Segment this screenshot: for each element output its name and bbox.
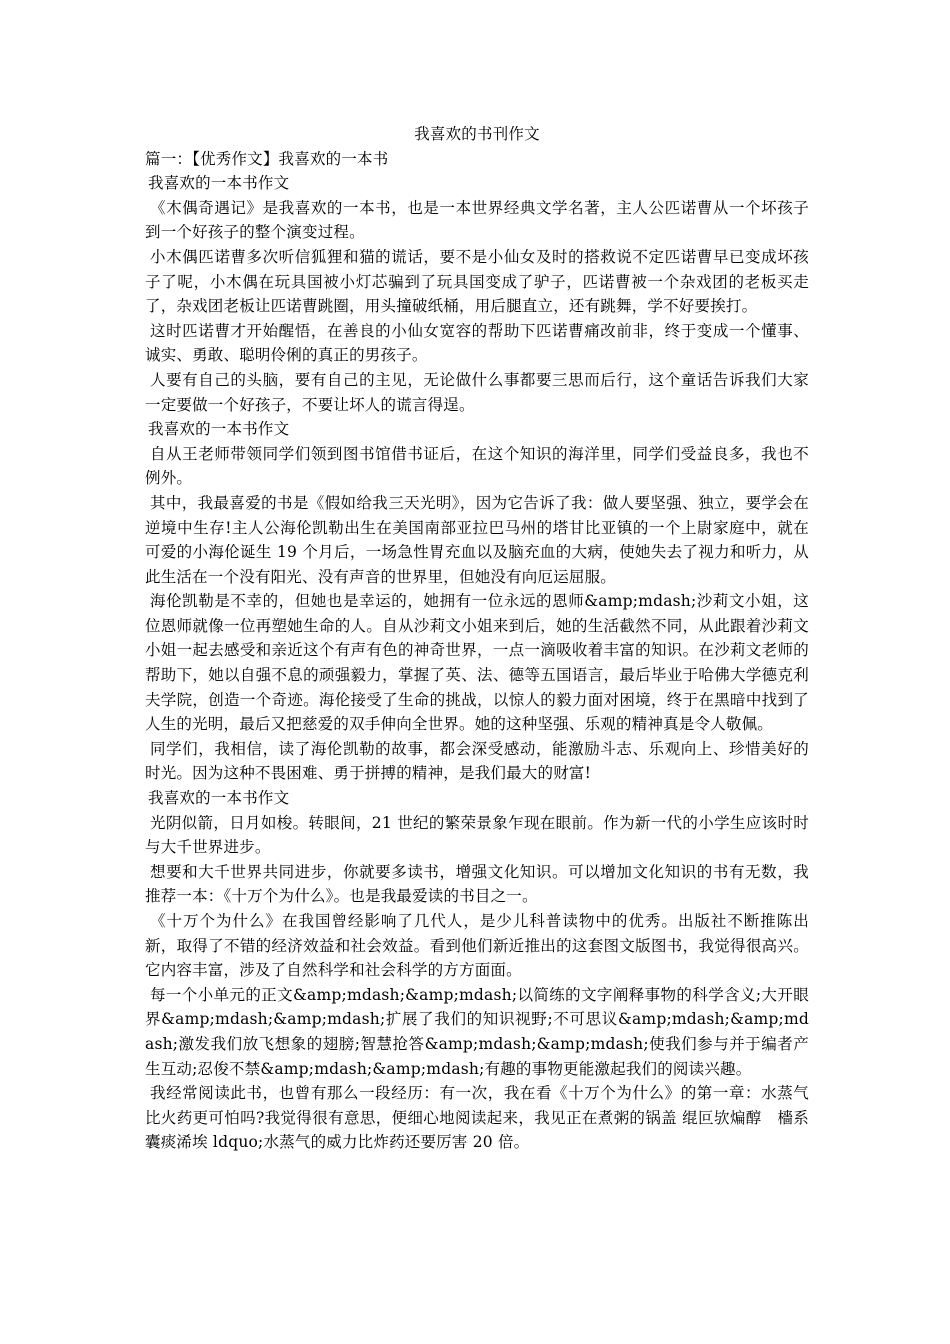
document-page bbox=[145, 122, 809, 1155]
paragraph: 《十万个为什么》在我国曾经影响了几代人，是少儿科普读物中的优秀。出版社不断推陈出新，取得了不错的经济效益和社会效益。看到他们新近推出的这套图文版图书，我觉得很高兴。它内容丰富，涉及了自然科学和社会科学的方方面面。 bbox=[145, 912, 809, 980]
paragraph: 小木偶匹诺曹多次听信狐狸和猫的谎话，要不是小仙女及时的搭救说不定匹诺曹早已变成坏孩子了呢，小木偶在玩具国被小灯芯骗到了玩具国变成了驴子，匹诺曹被一个杂戏团的老板买走了，杂戏团老板让匹诺曹跳圈，用头撞破纸桶，用后腿直立，还有跳舞，学不好要挨打。 bbox=[145, 247, 809, 316]
document-title: 我喜欢的书刊作文 bbox=[414, 125, 540, 143]
paragraph: 《木偶奇遇记》是我喜欢的一本书，也是一本世界经典文学名著，主人公匹诺曹从一个坏孩子到一个好孩子的整个演变过程。 bbox=[145, 198, 809, 242]
section-heading: 我喜欢的一本书作文 bbox=[148, 174, 290, 193]
paragraph: 海伦凯勒是不幸的，但她也是幸运的，她拥有一位永远的恩师&amp;mdash;沙莉文小姐，这位恩师就像一位再塑她生命的人。自从沙莉文小姐来到后，她的生活截然不同，从此跟着沙莉文小姐一起去感受和亲近这个有声有色的神奇世界，一点一滴吸收着丰富的知识。在沙莉文老师的帮助下，她以自强不息的顽强毅力，掌握了英、法、德等五国语言，最后毕业于哈佛大学德克利夫学院，创造一个奇迹。海伦接受了生命的挑战，以惊人的毅力面对困境，终于在黑暗中找到了人生的光明，最后又把慈爱的双手伸向全世界。她的这种坚强、乐观的精神真是令人敬佩。 bbox=[145, 592, 809, 734]
chapter-heading: 篇一：【优秀作文】我喜欢的一本书 bbox=[145, 149, 389, 168]
section-heading: 我喜欢的一本书作文 bbox=[148, 420, 290, 439]
paragraph: 人要有自己的头脑，要有自己的主见，无论做什么事都要三思而后行，这个童话告诉我们大家一定要做一个好孩子，不要让坏人的谎言得逞。 bbox=[145, 370, 809, 414]
paragraph: 想要和大千世界共同进步，你就要多读书，增强文化知识。可以增加文化知识的书有无数，我推荐一本：《十万个为什么》。也是我最爱读的书目之一。 bbox=[145, 862, 809, 906]
paragraph: 自从王老师带领同学们领到图书馆借书证后，在这个知识的海洋里，同学们受益良多，我也不例外。 bbox=[145, 444, 809, 488]
paragraph: 其中，我最喜爱的书是《假如给我三天光明》，因为它告诉了我：做人要坚强、独立，要学会在逆境中生存!主人公海伦凯勒出生在美国南部亚拉巴马州的塔甘比亚镇的一个上尉家庭中，就在可爱的小海伦诞生 19 个月后，一场急性胃充血以及脑充血的大病，使她失去了视力和听力，从此生活在一个没有阳光、没有声音的世界里，但她没有向厄运屈服。 bbox=[145, 493, 809, 586]
paragraph: 同学们，我相信，读了海伦凯勒的故事，都会深受感动，能激励斗志、乐观向上、珍惜美好的时光。因为这种不畏困难、勇于拼搏的精神，是我们最大的财富! bbox=[145, 739, 809, 783]
section-heading: 我喜欢的一本书作文 bbox=[148, 789, 290, 808]
document-body bbox=[145, 171, 809, 1155]
paragraph: 每一个小单元的正文&amp;mdash;&amp;mdash;以简练的文字阐释事物的科学含义;大开眼界&amp;mdash;&amp;mdash;扩展了我们的知识视野;不可思议&amp;mdash;&amp;mdash;激发我们放飞想象的翅膀;智慧抢答&amp;mdash;&amp;mdash;使我们参与并于编者产生互动;忍俊不禁&amp;mdash;&amp;mdash;有趣的事物更能激起我们的阅读兴趣。 bbox=[145, 985, 809, 1078]
paragraph: 我经常阅读此书，也曾有那么一段经历：有一次，我在看《十万个为什么》的第一章：水蒸气比火药更可怕吗?我觉得很有意思，便细心地阅读起来，我见正在煮粥的锅盖 绲叵欤煸醇 檣系囊痰浠埃 ldquo;水蒸气的威力比炸药还要厉害 20 倍。 bbox=[145, 1084, 809, 1152]
paragraph: 这时匹诺曹才开始醒悟，在善良的小仙女宽容的帮助下匹诺曹痛改前非，终于变成一个懂事、诚实、勇敢、聪明伶俐的真正的男孩子。 bbox=[145, 321, 809, 365]
paragraph: 光阴似箭，日月如梭。转眼间，21 世纪的繁荣景象乍现在眼前。作为新一代的小学生应该时时与大千世界进步。 bbox=[145, 813, 809, 857]
